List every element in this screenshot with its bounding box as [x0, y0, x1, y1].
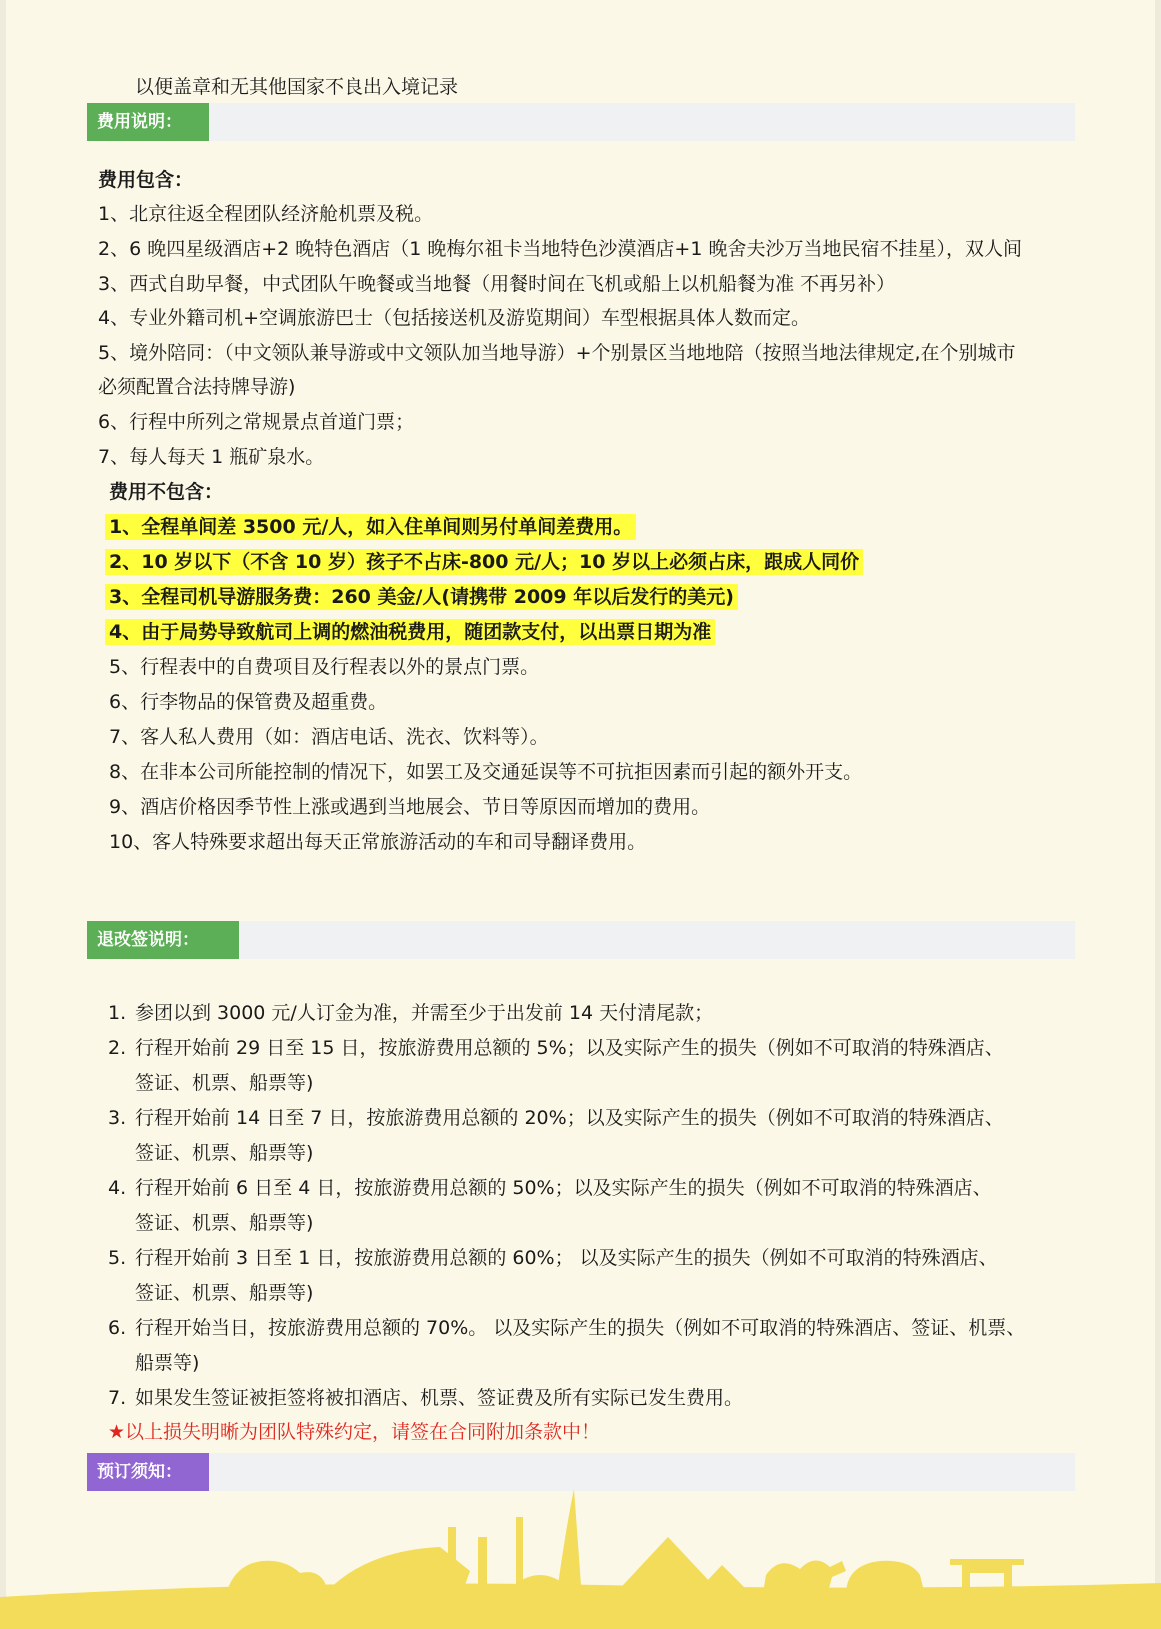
- refund-item-number: 2.: [108, 1037, 127, 1059]
- fee-section-title: 费用说明：: [87, 103, 209, 141]
- booking-section-title: 预订须知：: [87, 1453, 209, 1491]
- refund-item-continuation: 签证、机票、船票等): [135, 1072, 314, 1094]
- elephant-silhouette: [846, 1561, 926, 1599]
- fee-excluded-item: 6、行李物品的保管费及超重费。: [109, 691, 388, 713]
- fee-excluded-heading: 费用不包含：: [109, 481, 224, 503]
- lion-silhouette: [225, 1561, 328, 1599]
- page-edge-right: [1155, 0, 1161, 1629]
- refund-item-number: 7.: [108, 1387, 127, 1409]
- fee-included-heading: 费用包含：: [98, 169, 194, 191]
- fee-excluded-item: 7、客人私人费用（如：酒店电话、洗衣、饮料等）。: [109, 726, 549, 748]
- refund-item: 行程开始前 6 日至 4 日，按旅游费用总额的 50%；以及实际产生的损失（例如不可取消的特殊酒店、: [135, 1177, 992, 1199]
- fee-included-item: 6、行程中所列之常规景点首道门票；: [98, 411, 415, 433]
- refund-item: 行程开始前 14 日至 7 日，按旅游费用总额的 20%；以及实际产生的损失（例如不可取消的特殊酒店、: [135, 1107, 1004, 1129]
- refund-item-continuation: 签证、机票、船票等): [135, 1142, 314, 1164]
- refund-item: 参团以到 3000 元/人订金为准，并需至少于出发前 14 天付清尾款；: [135, 1002, 714, 1024]
- ship-silhouette: [320, 1547, 470, 1599]
- refund-special-note: ★以上损失明晰为团队特殊约定，请签在合同附加条款中！: [108, 1421, 601, 1443]
- fee-included-item: 3、西式自助早餐，中式团队午晚餐或当地餐（用餐时间在飞机或船上以机船餐为准 不再另补）: [98, 273, 896, 295]
- refund-item-continuation: 签证、机票、船票等): [135, 1282, 314, 1304]
- intro-line: 以便盖章和无其他国家不良出入境记录: [135, 76, 459, 98]
- refund-item-continuation: 签证、机票、船票等): [135, 1212, 314, 1234]
- refund-item-number: 6.: [108, 1317, 127, 1339]
- fee-excluded-highlighted-item: 2、10 岁以下（不含 10 岁）孩子不占床-800 元/人；10 岁以上必须占床，跟成人同价: [105, 549, 863, 575]
- sail-tower-silhouette: [556, 1489, 582, 1599]
- refund-item-number: 4.: [108, 1177, 127, 1199]
- tower-silhouette: [478, 1537, 487, 1599]
- fee-section-header: [87, 103, 1075, 141]
- refund-item-number: 3.: [108, 1107, 127, 1129]
- refund-item: 如果发生签证被拒签将被扣酒店、机票、签证费及所有实际已发生费用。: [135, 1387, 744, 1409]
- page-edge-left: [0, 0, 6, 1629]
- fee-included-item: 5、境外陪同：（中文领队兼导游或中文领队加当地导游）+个别景区当地地陪（按照当地法律规定,在个别城市: [98, 342, 1016, 364]
- fee-excluded-item: 9、酒店价格因季节性上涨或遇到当地展会、节日等原因而增加的费用。: [109, 796, 711, 818]
- fee-excluded-highlighted-item: 1、全程单间差 3500 元/人，如入住单间则另付单间差费用。: [105, 514, 636, 540]
- fee-included-item: 1、北京往返全程团队经济舱机票及税。: [98, 203, 434, 225]
- fee-included-item: 2、6 晚四星级酒店+2 晚特色酒店（1 晚梅尔祖卡当地特色沙漠酒店+1 晚舍夫沙万当地民宿不挂星），双人间: [98, 238, 1022, 260]
- fee-included-item: 7、每人每天 1 瓶矿泉水。: [98, 446, 325, 468]
- fee-excluded-item: 10、客人特殊要求超出每天正常旅游活动的车和司导翻译费用。: [109, 831, 647, 853]
- fee-excluded-highlighted-item: 4、由于局势导致航司上调的燃油税费用，随团款支付，以出票日期为准: [105, 619, 715, 645]
- refund-item-continuation: 船票等): [135, 1352, 200, 1374]
- fee-excluded-highlighted-item: 3、全程司机导游服务费：260 美金/人(请携带 2009 年以后发行的美元): [105, 584, 738, 610]
- fee-excluded-item: 8、在非本公司所能控制的情况下，如罢工及交通延误等不可抗拒因素而引起的额外开支。: [109, 761, 863, 783]
- refund-item: 行程开始前 29 日至 15 日，按旅游费用总额的 5%；以及实际产生的损失（例如不可取消的特殊酒店、: [135, 1037, 1004, 1059]
- refund-section-header: [87, 921, 1075, 959]
- skyline-decoration: [0, 1479, 1161, 1629]
- refund-item: 行程开始当日，按旅游费用总额的 70%。 以及实际产生的损失（例如不可取消的特殊酒店、签证、机票、: [135, 1317, 1026, 1339]
- refund-item: 行程开始前 3 日至 1 日，按旅游费用总额的 60%； 以及实际产生的损失（例如不可取消的特殊酒店、: [135, 1247, 998, 1269]
- fee-included-item-continuation: 必须配置合法持牌导游): [98, 376, 296, 398]
- refund-item-number: 5.: [108, 1247, 127, 1269]
- tower-silhouette: [448, 1527, 456, 1599]
- refund-section-title: 退改签说明：: [87, 921, 239, 959]
- refund-item-number: 1.: [108, 1002, 127, 1024]
- fee-excluded-item: 5、行程表中的自费项目及行程表以外的景点门票。: [109, 656, 540, 678]
- fee-included-item: 4、专业外籍司机+空调旅游巴士（包括接送机及游览期间）车型根据具体人数而定。: [98, 307, 811, 329]
